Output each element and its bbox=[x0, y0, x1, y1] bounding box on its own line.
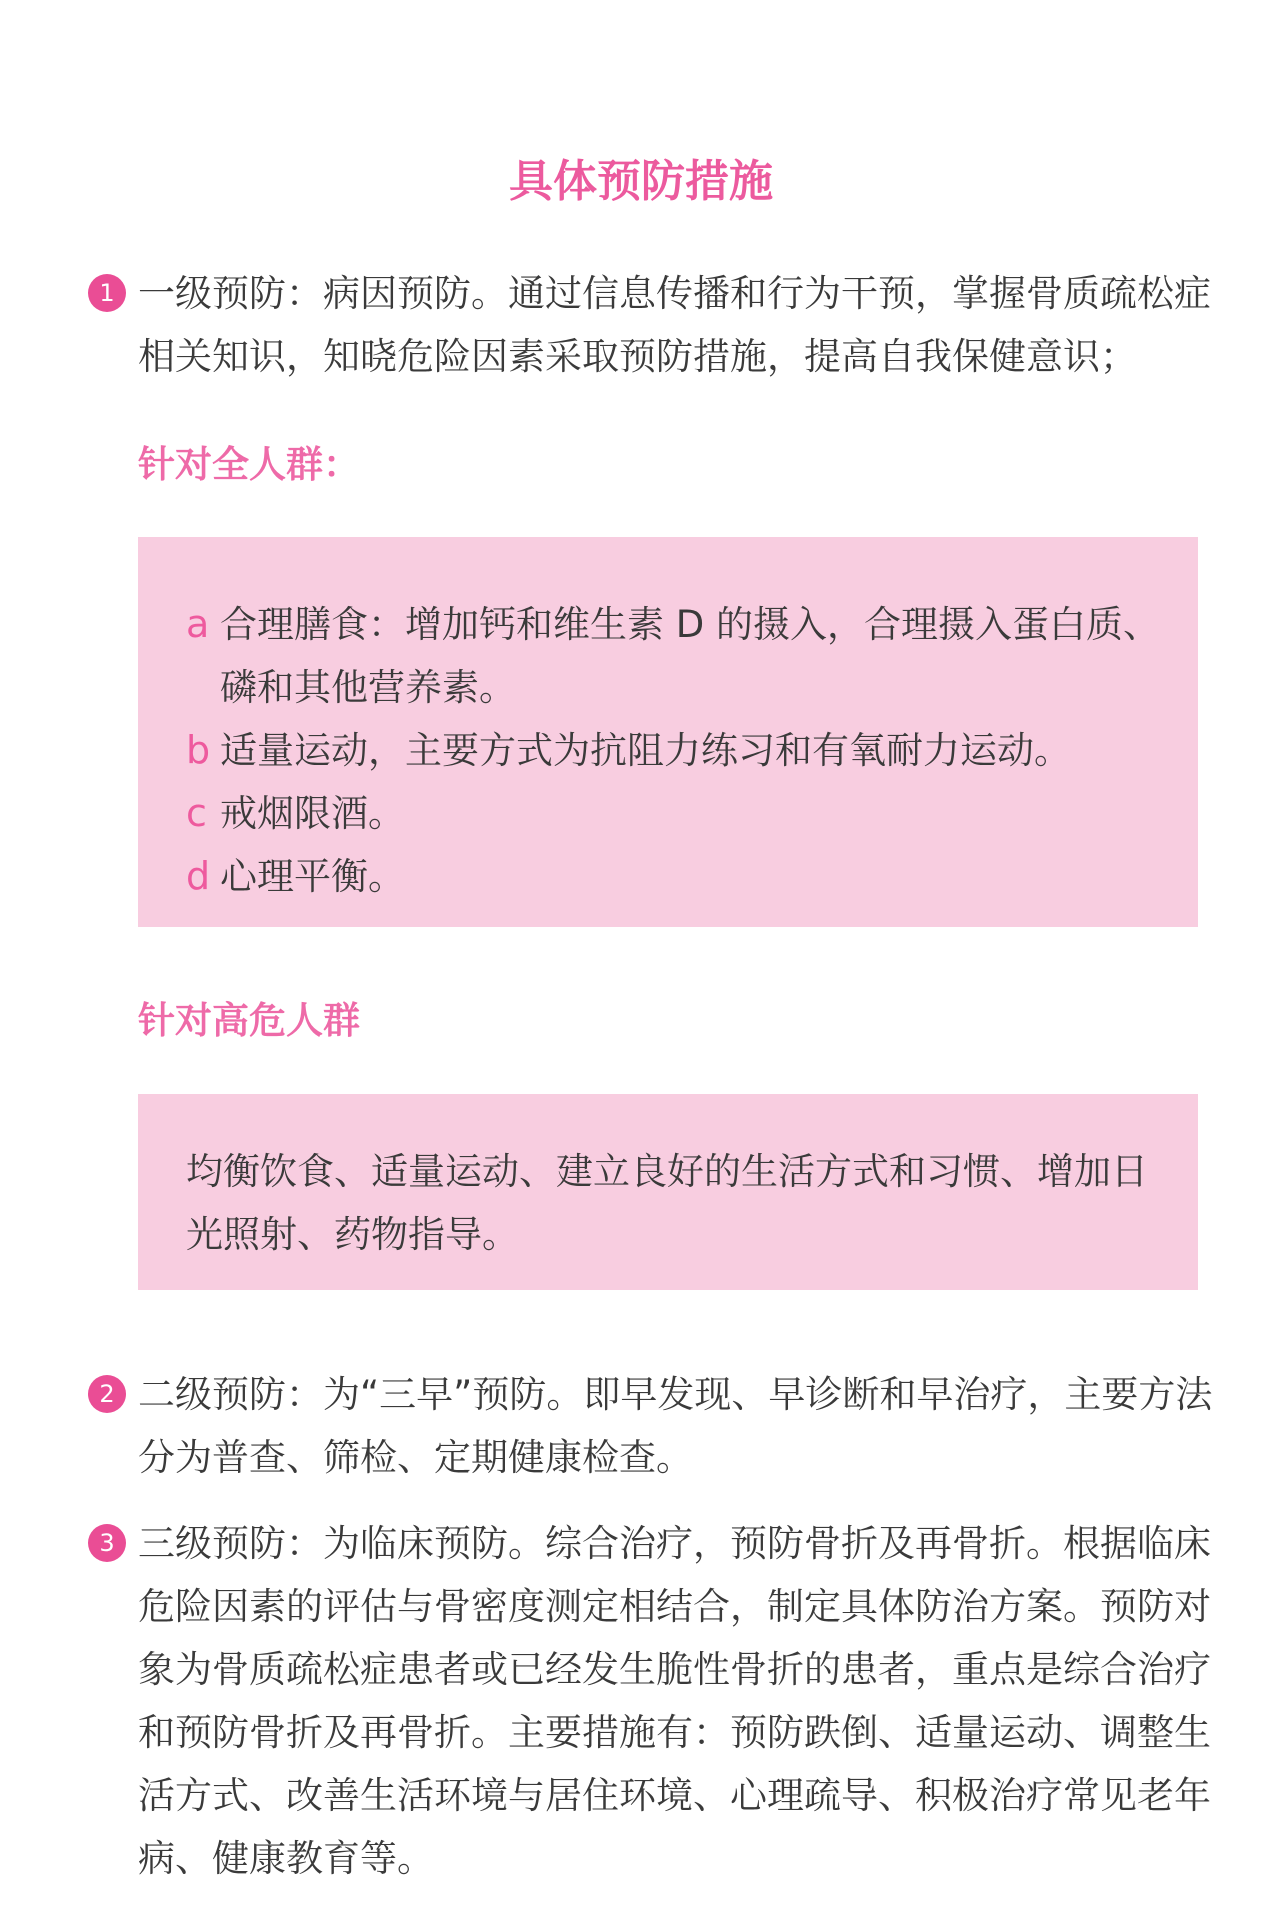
list-marker-c: c bbox=[186, 791, 207, 835]
level2-text: 二级预防：为“三早”预防。即早发现、早诊断和早治疗，主要方法分为普查、筛检、定期健康检查。 bbox=[138, 1373, 1213, 1479]
high-risk-box bbox=[138, 1094, 1198, 1290]
list-marker-d: d bbox=[186, 854, 211, 898]
list-marker-a: a bbox=[186, 602, 210, 646]
level1-section bbox=[88, 262, 1218, 388]
number-badge-2: 2 bbox=[88, 1375, 126, 1413]
list-item-b bbox=[186, 719, 1166, 782]
level3-section bbox=[88, 1512, 1218, 1890]
general-population-heading: 针对全人群： bbox=[138, 443, 360, 486]
list-item-a bbox=[186, 593, 1166, 719]
general-population-box bbox=[138, 537, 1198, 927]
level3-text: 三级预防：为临床预防。综合治疗，预防骨折及再骨折。根据临床危险因素的评估与骨密度测定相结合，制定具体防治方案。预防对象为骨质疏松症患者或已经发生脆性骨折的患者，重点是综合治疗和预防骨折及再骨折。主要措施有：预防跌倒、适量运动、调整生活方式、改善生活环境与居住环境、心理疏导、积极治疗常见老年病、健康教育等。 bbox=[138, 1522, 1211, 1880]
level1-text: 一级预防：病因预防。通过信息传播和行为干预，掌握骨质疏松症相关知识，知晓危险因素采取预防措施，提高自我保健意识； bbox=[138, 272, 1211, 378]
list-marker-b: b bbox=[186, 728, 211, 772]
list-item-text: 合理膳食：增加钙和维生素 D 的摄入，合理摄入蛋白质、磷和其他营养素。 bbox=[220, 603, 1161, 709]
high-risk-heading: 针对高危人群 bbox=[138, 999, 360, 1042]
number-badge-3: 3 bbox=[88, 1524, 126, 1562]
number-badge-1: 1 bbox=[88, 274, 126, 312]
page-title: 具体预防措施 bbox=[509, 156, 773, 207]
list-item-c bbox=[186, 782, 1166, 845]
general-population-list bbox=[186, 593, 1166, 908]
list-item-text: 戒烟限酒。 bbox=[220, 792, 405, 835]
list-item-d bbox=[186, 845, 1166, 908]
high-risk-text: 均衡饮食、适量运动、建立良好的生活方式和习惯、增加日光照射、药物指导。 bbox=[186, 1150, 1148, 1256]
list-item-text: 心理平衡。 bbox=[220, 855, 405, 898]
level2-section bbox=[88, 1363, 1218, 1489]
list-item-text: 适量运动，主要方式为抗阻力练习和有氧耐力运动。 bbox=[220, 729, 1071, 772]
